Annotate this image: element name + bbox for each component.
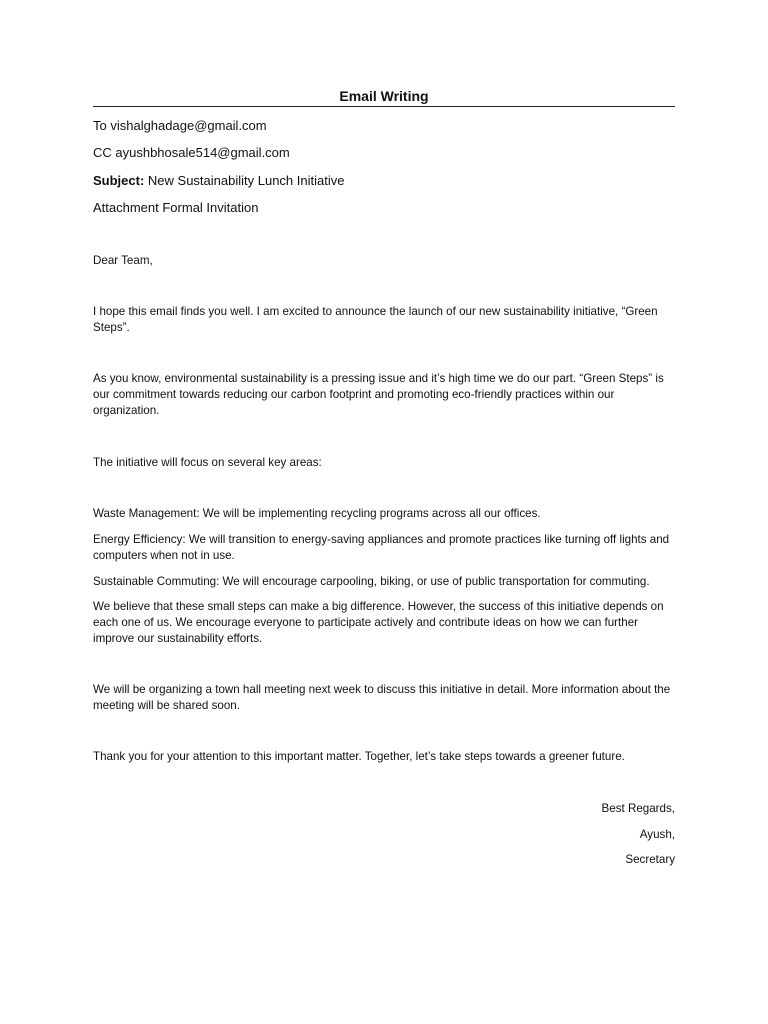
signature-name: Ayush,: [639, 828, 675, 841]
context-paragraph: As you know, environmental sustainability is a pressing issue and it’s high time we do our part. “Green Steps” is our commitment towards reducing our carbon footprint and promoting eco-friendly practices within our organization.: [93, 372, 664, 417]
cc-line: CC ayushbhosale514@gmail.com: [93, 145, 290, 160]
document-page: [93, 0, 675, 1024]
focus-intro: The initiative will focus on several key areas:: [93, 456, 322, 469]
meeting-paragraph: We will be organizing a town hall meeting next week to discuss this initiative in detail. More information about the meeting will be shared soon.: [93, 683, 671, 712]
signature-role: Secretary: [625, 853, 675, 866]
greeting: Dear Team,: [93, 254, 153, 267]
attachment-line: Attachment Formal Invitation: [93, 200, 259, 215]
area-waste-management: Waste Management: We will be implementing recycling programs across all our offices.: [93, 507, 541, 520]
to-line: To vishalghadage@gmail.com: [93, 118, 267, 133]
signature-closing: Best Regards,: [601, 802, 675, 815]
document-title: Email Writing: [339, 88, 429, 104]
subject-value: New Sustainability Lunch Initiative: [144, 173, 345, 188]
thanks-paragraph: Thank you for your attention to this important matter. Together, let’s take steps towards a greener future.: [93, 750, 625, 763]
subject-line: [93, 173, 675, 189]
area-sustainable-commuting: Sustainable Commuting: We will encourage carpooling, biking, or use of public transportation for commuting.: [93, 575, 650, 588]
subject-label: Subject:: [93, 173, 145, 188]
title-underline: [93, 106, 675, 107]
area-energy-efficiency: Energy Efficiency: We will transition to energy-saving appliances and promote practices like turning off lights and computers when not in use.: [93, 533, 670, 562]
belief-paragraph: We believe that these small steps can make a big difference. However, the success of this initiative depends on each one of us. We encourage everyone to participate actively and contribute ideas on how we can further improve our sustainability efforts.: [93, 600, 664, 645]
intro-paragraph: I hope this email finds you well. I am excited to announce the launch of our new sustainability initiative, “Green Steps”.: [93, 305, 658, 334]
